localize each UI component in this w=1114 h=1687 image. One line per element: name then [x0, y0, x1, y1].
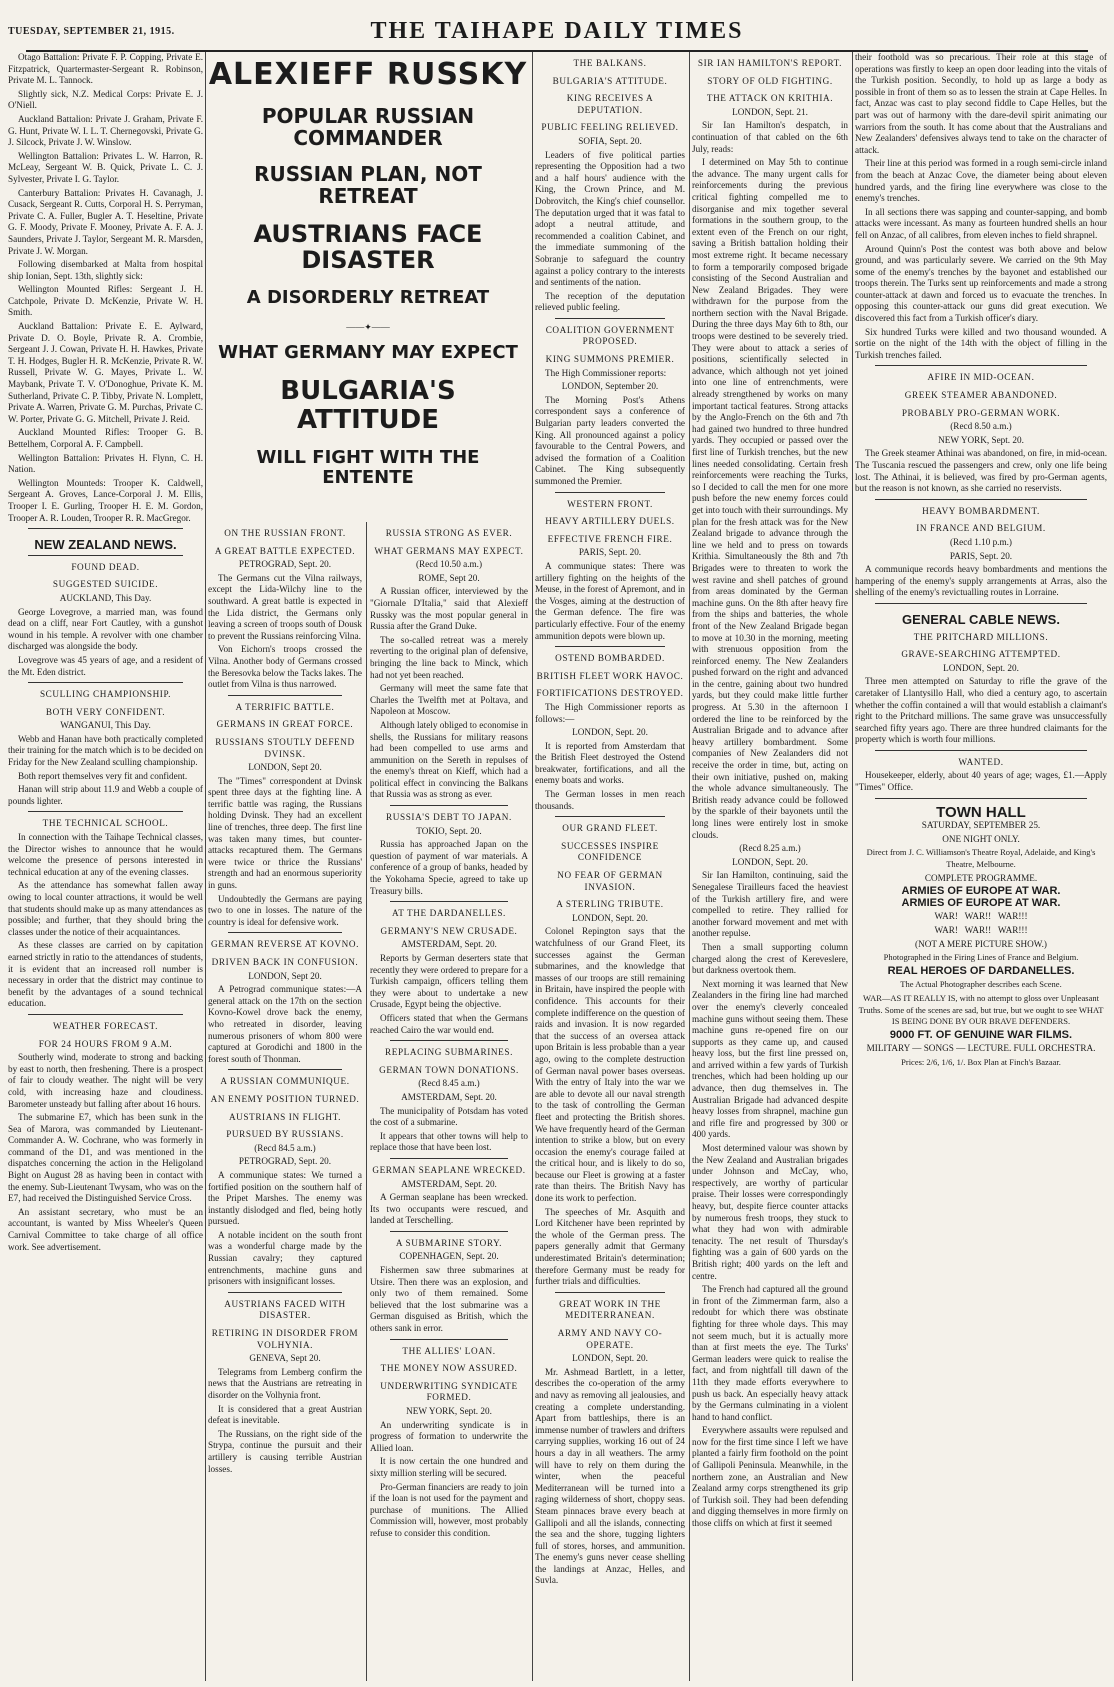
dateline: LONDON, Sept 20.: [248, 970, 322, 981]
divider: [28, 811, 183, 812]
paragraph: As the attendance has somewhat fallen away owing to local counter attractions, it would be well that students should make up as many attendances as possible; and further, that they should bring the classes under the notice of their acquaintances.: [8, 880, 203, 937]
divider: [875, 499, 1087, 500]
divider: [390, 805, 508, 806]
article-headline: WEATHER FORECAST.: [53, 1020, 158, 1031]
paragraph: The speeches of Mr. Asquith and Lord Kitchener have been reprinted by the whole of the German press. The papers generally admit that Germany underestimated Britain's determination; therefore Germany must be ready for further trials and difficulties.: [535, 1206, 685, 1287]
article-subhead: THE MONEY NOW ASSURED.: [380, 1363, 518, 1374]
article-headline: GERMAN SEAPLANE WRECKED.: [372, 1164, 526, 1175]
dateline: GENEVA, Sept 20.: [249, 1353, 321, 1364]
paragraph: The municipality of Potsdam has voted the cost of a submarine.: [370, 1105, 528, 1128]
ad-line: WAR! WAR!! WAR!!!: [934, 911, 1028, 922]
dateline: TOKIO, Sept. 20.: [416, 825, 482, 836]
divider: [28, 682, 183, 683]
article-headline: GREAT WORK IN THE MEDITERRANEAN.: [559, 1298, 661, 1321]
article-subhead: THE ATTACK ON KRITHIA.: [706, 93, 834, 104]
dateline: NEW YORK, Sept. 20.: [938, 434, 1024, 445]
article-headline: SCULLING CHAMPIONSHIP.: [39, 689, 172, 700]
casualty-entry: Auckland Battalion: Private J. Graham, Private F. G. Hunt, Private W. I. L. T. Chernegovski, Private G. J. Silcock, Private J. W. Winslow.: [8, 113, 203, 148]
paragraph: Then a small supporting column charged along the crest of Kereveslere, but darkness overtook them.: [692, 941, 848, 976]
paragraph: Telegrams from Lemberg confirm the news that the Austrians are retreating in disorder on the Volhynia front.: [208, 1366, 362, 1400]
article-subhead: DRIVEN BACK IN CONFUSION.: [211, 957, 359, 967]
ad-title: TOWN HALL: [936, 803, 1026, 821]
paragraph: The submarine E7, which has been sunk in the Sea of Marora, was commanded by Lieutenant-Commander A. W. Cochrane, who was formerly in command of the D1, and was mentioned in the dispatches concerning the action in the Heligoland Bight on August 28 as having been in contact with the enemy. Sub-Lieutenant Twysam, who was on the E7, had received the Distinguished Service Cross.: [8, 1112, 203, 1204]
article-subhead: STORY OF OLD FIGHTING.: [707, 75, 833, 86]
casualty-entry: Wellington Battalion: Privates L. W. Harron, R. McLeay, Sergeant W. B. Quick, Private L. C. J. Sylvester, Private I. G. Taylor.: [8, 150, 203, 184]
column-divider: [366, 522, 367, 1681]
paragraph: The Morning Post's Athens correspondent says a conference of Bulgarian party leaders converted the King. All pronounced against a policy favourable to the Central Powers, and advised the formation of a Coalition Cabinet. The King subsequently summoned the Premier.: [535, 394, 685, 486]
column-1: [8, 52, 203, 1683]
paragraph: Mr. Ashmead Bartlett, in a letter, describes the co-operation of the army and navy as removing all jealousies, and creating a complete understanding. Apart from battleships, there is an immense number of trawlers and drifters carrying supplies, working 16 out of 24 hours a day in all weathers. The army will have to rely on them during the winter, when the peaceful Mediterranean will be turned into a raging wilderness of short, choppy seas. Steam pinnaces brave every beach at Gallipoli and all the islands, connecting the sea and the shore, tugging lighters full of stores, horses, and ammunition. The enemy's guns never cease shelling the landings at Anzac, Helles, and Suvla.: [535, 1366, 685, 1586]
paragraph: their foothold was so precarious. Their role at this stage of operations was firstly to keep an open door leading into the vitals of the Turkish position. Secondly, to hold up as large a body as possible in front of them so as to lessen the strain at Cape Helles. In fact, Anzac was cast to play second fiddle to Cape Helles, but the part was out of harmony with the dare-devil spirit animating our warriors from the south. It has come about that the Australians and New Zealanders' defensives always tend to take on the character of attack.: [855, 52, 1107, 155]
divider: [228, 695, 342, 696]
article-headline: RUSSIA STRONG AS EVER.: [385, 528, 513, 538]
ad-line: REAL HEROES OF DARDANELLES.: [887, 964, 1075, 977]
paragraph: The so-called retreat was a merely reverting to the original plan of defensive, bringing the line back to Minck, which had not yet been reached.: [370, 634, 528, 680]
column-2: [208, 522, 362, 1683]
paragraph: Next morning it was learned that New Zealanders in the firing line had marched over the enemy's cleverly concealed machine guns without seeing them. These machine guns re-opened fire on our supports as they came up, and caused heavy loss, but the first line pressed on, and arrived within a few yards of Turkish trenches, which had been holding up our advance, then dug themselves in. The Australian Brigade had advanced despite heavy losses from shrapnel, machine gun and rifle fire and progressed by 300 or 400 yards.: [692, 978, 848, 1140]
casualty-entry: Canterbury Battalion: Privates H. Cavanagh, J. Cusack, Sergeant R. Cutts, Corporal H. S. Perryman, Private C. A. Fuller, Bugler A. T. Heseltine, Private G. F. Moody, Private F. Mooney, Private A. F. A. J. Saunders, Private J. Taylor, Sergeant M. R. Marsden, Private J. W. Morgan.: [8, 187, 203, 256]
divider: [555, 646, 665, 647]
paragraph: Colonel Repington says that the watchfulness of our Grand Fleet, its successes against the German submarines, and the knowledge that masses of our troops are still remaining in Britain, have inspired the people with confidence. This accounts for their complete indifference on the question of raids and invasion. It is now regarded that the success of an oversea attack upon Britain is less probable than a year ago, owing to the complete destruction of German naval power bases overseas. With the entry of Italy into the war we are able to devote all our naval strength to the task of controlling the German fleet and protecting the British shores. We have frequently heard of the German intention to strike a blow, but on every occasion the enemy's courage failed at the critical hour, and is likely to do so, because our Fleet is growing at a faster rate than theirs. The British Navy has done its work to perfection.: [535, 926, 685, 1204]
received-time: (Recd 8.25 a.m.): [739, 843, 801, 854]
dateline: PARIS, Sept. 20.: [949, 550, 1013, 561]
article-headline: SIR IAN HAMILTON'S REPORT.: [697, 58, 843, 68]
ad-line: ARMIES OF EUROPE AT WAR.: [901, 896, 1061, 909]
ad-line: WAR—AS IT REALLY IS, with no attempt to gloss over Unpleasant Truths. Some of the scenes are sad, but true, but we ought to see WHAT IS BEING DONE BY OUR BRAVE DEFENDERS.: [858, 992, 1104, 1027]
article-subhead: AN ENEMY POSITION TURNED.: [210, 1093, 360, 1104]
paragraph: Pro-German financiers are ready to join if the loan is not used for the payment and purchase of munitions. The Allied Commission will, however, most probably refuse to consider this condition.: [370, 1481, 528, 1538]
dateline: AMSTERDAM, Sept. 20.: [401, 1178, 497, 1189]
paragraph: Both report themselves very fit and confident.: [18, 770, 188, 781]
paragraph: A notable incident on the south front was a wonderful charge made by the Russian cavalry; they captured entrenchments, machine guns and prisoners with insignificant losses.: [208, 1229, 362, 1287]
divider: [875, 365, 1087, 366]
masthead: [0, 0, 1114, 46]
article-subhead: NO FEAR OF GERMAN INVASION.: [557, 870, 663, 892]
dateline: LONDON, Sept. 20.: [572, 727, 648, 738]
paragraph: The French had captured all the ground in front of the Zimmerman farm, also a redoubt for which there was obstinate fighting for three whole days. This may not seem much, but it is actually more than at first meets the eye. The Turks' German leaders were quick to realise the fact, and from nightfall till dawn of the 11th they made efforts everywhere to push us back. An especially heavy attack by the Germans culminating in a violent hand to hand conflict.: [692, 1284, 848, 1422]
article-subhead: UNDERWRITING SYNDICATE FORMED.: [380, 1380, 518, 1403]
paragraph: A communique records heavy bombardments and mentions the hampering of the enemy's supply arrangements at Arras, also the shelling of the enemy's revictualling routes in Lorraine.: [855, 564, 1107, 598]
article-subhead: A STERLING TRIBUTE.: [556, 899, 664, 910]
article-subhead: BOTH VERY CONFIDENT.: [45, 706, 166, 717]
paragraph: George Lovegrove, a married man, was found dead on a cliff, near Fort Cautley, with a gunshot wound in his temple. A revolver with one chamber discharged was alongside the body.: [8, 606, 203, 652]
paragraph: Leaders of five political parties representing the Opposition had a two and a half hours' audience with the King, the Crown Prince, and M. Dobrovitch, the King's chief counsellor. The deputation urged that it was fatal to adopt a neutral attitude, and recommended a coalition Cabinet, and the immediate summoning of the Sobranje to safeguard the country against a policy contrary to the interests and sentiments of the nation.: [535, 149, 685, 288]
ad-line: Prices: 2/6, 1/6, 1/. Box Plan at Finch's Bazaar.: [901, 1056, 1061, 1067]
ad-line: WAR! WAR!! WAR!!!: [934, 925, 1028, 935]
article-headline: GERMAN REVERSE AT KOVNO.: [211, 939, 359, 950]
paragraph: Southerly wind, moderate to strong and backing by east to north, then freshening. There is a prospect of fair to cloudy weather. The night will be very cold, with increasing haze and cloudiness. Barometer unsteady but falling after about 16 hours.: [8, 1052, 203, 1109]
article-headline: OSTEND BOMBARDED.: [555, 653, 665, 664]
casualty-entry: Auckland Mounted Rifles: Trooper G. B. Bettelhem, Corporal A. F. Campbell.: [8, 427, 203, 449]
article-subhead: FOR 24 HOURS FROM 9 A.M.: [38, 1038, 173, 1049]
paragraph: Lovegrove was 45 years of age, and a resident of the Mt. Eden district.: [8, 654, 203, 677]
ornament-rule: ——✦——: [346, 321, 390, 332]
issue-date: TUESDAY, SEPTEMBER 21, 1915.: [8, 26, 175, 37]
ad-line: ONE NIGHT ONLY.: [942, 833, 1020, 844]
divider: [555, 492, 665, 493]
ad-line: SATURDAY, SEPTEMBER 25.: [921, 820, 1041, 831]
headline-deck: A DISORDERLY RETREAT: [246, 286, 490, 308]
paragraph: An assistant secretary, who must be an accountant, is wanted by Miss Wheeler's Queen Carnival Committee to take charge of all office work. See advertisement.: [8, 1206, 203, 1252]
article-subhead: EFFECTIVE FRENCH FIRE.: [547, 533, 673, 544]
paragraph: A communique states: There was artillery fighting on the heights of the Meuse, in the forest of Apremont, and in the Vosges, aiming at the destruction of the German defence. The fire was particularly effective. Four of the enemy ammunition depots were blown up.: [535, 560, 685, 641]
article-subhead: A GREAT BATTLE EXPECTED.: [214, 545, 356, 556]
dateline: WANGANUI, This Day.: [60, 720, 151, 731]
article-subhead: WHAT GERMANS MAY EXPECT.: [374, 545, 524, 556]
article-subhead: IN FRANCE AND BELGIUM.: [916, 523, 1046, 534]
dateline: LONDON, Sept. 20.: [572, 1353, 648, 1364]
casualty-entry: Wellington Mounted Rifles: Sergeant J. H. Catchpole, Private D. McKenzie, Private W. H. Smith.: [8, 284, 203, 318]
article-subhead: HEAVY ARTILLERY DUELS.: [545, 516, 675, 527]
paragraph: The reception of the deputation relieved public feeling.: [535, 290, 685, 313]
dateline: ROME, Sept 20.: [418, 572, 480, 583]
paragraph: Webb and Hanan have both practically completed their training for the match which is to be decided on Friday for the New Zealand sculling championship.: [8, 733, 203, 768]
dateline: LONDON, Sept. 20.: [732, 856, 808, 867]
article-subhead: ARMY AND NAVY CO-OPERATE.: [557, 1328, 663, 1350]
column-divider: [689, 52, 690, 1681]
ad-line: 9000 FT. OF GENUINE WAR FILMS.: [889, 1028, 1073, 1041]
headline-main: ALEXIEFF RUSSKY: [208, 57, 528, 92]
town-hall-advertisement: [855, 803, 1107, 1069]
dateline: SOFIA, Sept. 20.: [578, 135, 642, 146]
article-subhead: RETIRING IN DISORDER FROM VOLHYNIA.: [211, 1328, 359, 1350]
divider: [28, 1014, 183, 1015]
dateline: PARIS, Sept. 20.: [578, 547, 642, 558]
paragraph: In connection with the Taihape Technical classes, the Director wishes to announce that he would welcome the presence of persons interested in technical education at any of the evening classes.: [8, 832, 203, 877]
received-time: (Recd 84.5 a.m.): [254, 1142, 316, 1153]
received-time: (Recd 1.10 p.m.): [949, 536, 1012, 547]
paragraph: The Russians, on the right side of the Strypa, continue the pursuit and their artillery is causing terrible Austrian losses.: [208, 1428, 362, 1474]
headline-deck: WILL FIGHT WITH THE ENTENTE: [256, 447, 480, 488]
classified-ad: Housekeeper, elderly, about 40 years of age; wages, £1.—Apply "Times" Office.: [855, 770, 1107, 793]
paragraph: Officers stated that when the Germans reached Cairo the war would end.: [370, 1012, 528, 1035]
paragraph: The High Commissioner reports:: [545, 367, 667, 378]
paragraph: It is considered that a great Austrian defeat is inevitable.: [208, 1403, 362, 1426]
casualty-entry: Wellington Battalion: Privates H. Flynn, C. H. Nation.: [8, 452, 203, 475]
article-subhead: FORTIFICATIONS DESTROYED.: [536, 688, 684, 699]
ad-line: The Actual Photographer describes each Scene.: [900, 979, 1062, 990]
ad-line: (NOT A MERE PICTURE SHOW.): [915, 938, 1047, 949]
article-headline: AUSTRIANS FACED WITH DISASTER.: [224, 1298, 346, 1321]
headline-deck: RUSSIAN PLAN, NOT RETREAT: [254, 162, 482, 208]
article-subhead: AUSTRIANS IN FLIGHT.: [228, 1111, 342, 1122]
article-headline: AFIRE IN MID-OCEAN.: [927, 372, 1035, 383]
divider: [875, 798, 1087, 799]
front-headline-block: [208, 52, 528, 522]
ad-line: Photographed in the Firing Lines of France and Belgium.: [883, 952, 1079, 963]
dateline: LONDON, Sept 20.: [248, 762, 322, 773]
divider: [28, 555, 183, 556]
dateline: AUCKLAND, This Day.: [59, 592, 152, 603]
dateline: LONDON, Sept. 20.: [943, 662, 1019, 673]
article-headline: RUSSIA'S DEBT TO JAPAN.: [386, 812, 512, 823]
divider: [28, 528, 183, 529]
paragraph: Sir Ian Hamilton's despatch, in continuation of that cabled on the 6th July, reads:: [692, 120, 848, 154]
paragraph: Undoubtedly the Germans are paying two to one in losses. The nature of the country is ideal for defensive work.: [208, 893, 362, 927]
casualty-entry: Wellington Mounteds: Trooper K. Caldwell, Sergeant A. Groves, Lance-Corporal J. M. Ellis, Trooper I. E. Gurling, Trooper H. E. M. Gordon, Trooper A. R. Louden, Trooper R. R. MacGregor.: [8, 477, 203, 523]
headline-deck: BULGARIA'S ATTITUDE: [280, 375, 456, 435]
received-time: (Recd 10.50 a.m.): [415, 559, 483, 570]
article-subhead: PROBABLY PRO-GERMAN WORK.: [901, 407, 1061, 418]
dateline: AMSTERDAM, Sept. 20.: [401, 939, 497, 950]
paragraph: In all sections there was sapping and counter-sapping, and bomb attacks were incessant. As many as fourteen hundred shells an hour fell on Anzac, of all calibres, from eleven inches to field shrapnel.: [855, 206, 1107, 240]
article-subhead: GREEK STEAMER ABANDONED.: [904, 390, 1058, 401]
article-headline: HEAVY BOMBARDMENT.: [922, 505, 1040, 516]
paragraph: It is now certain the one hundred and sixty million sterling will be secured.: [370, 1456, 528, 1478]
section-title: NEW ZEALAND NEWS.: [34, 537, 177, 553]
article-subhead: GERMANY'S NEW CRUSADE.: [380, 925, 518, 936]
article-headline: REPLACING SUBMARINES.: [385, 1047, 513, 1058]
article-subhead: GERMANS IN GREAT FORCE.: [216, 719, 354, 730]
column-divider: [852, 52, 853, 1681]
divider: [555, 816, 665, 817]
newspaper-title: THE TAIHAPE DAILY TIMES: [370, 18, 744, 44]
article-subhead: BRITISH FLEET WORK HAVOC.: [536, 670, 684, 681]
article-subhead: PUBLIC FEELING RELIEVED.: [541, 122, 679, 133]
article-headline: A RUSSIAN COMMUNIQUE.: [220, 1076, 350, 1087]
casualty-entry: Auckland Battalion: Private E. E. Aylward, Private D. O. Boyle, Private R. A. Crombie, Sergeant J. J. Cowan, Private H. H. Hawkes, Private T. H. Hodges, Bugler H. R. McKenzie, Private R. W. Russell, Private W. G. Mayes, Private L. W. Maybank, Private T. V. O'Donoghue, Private K. M. Sutherland, Private C. P. Tibby, Private N. Lomplett, Private A. Warren, Private G. M. Purchas, Private C. W. Porter, Private G. G. Mitchell, Private J. Reid.: [8, 321, 203, 424]
paragraph: Hanan will strip about 11.9 and Webb a couple of pounds lighter.: [8, 784, 203, 806]
article-headline: OUR GRAND FLEET.: [562, 823, 658, 834]
column-5: [692, 52, 848, 1683]
ad-line: ARMIES OF EUROPE AT WAR.: [901, 885, 1061, 898]
paragraph: As these classes are carried on by capitation earned strictly in ratio to the attendances of students, it is evident that an increased roll number is necessary in order that the district may continue to benefit by the advantages of a sound technical education.: [8, 940, 203, 1009]
article-subhead: KING RECEIVES A DEPUTATION.: [566, 93, 654, 115]
ad-line: Direct from J. C. Williamson's Theatre Royal, Adelaide, and King's Theatre, Melbourne.: [866, 847, 1096, 870]
divider: [555, 1292, 665, 1293]
article-subhead: KING SUMMONS PREMIER.: [545, 354, 675, 365]
dateline: LONDON, September 20.: [561, 381, 659, 392]
paragraph: Around Quinn's Post the contest was both above and below ground, and was particularly severe. We carried on the 9th May some of the enemy's trenches by the bayonet and established our troops therein. The Turks sent up reinforcements and made a strong counter-attack at dawn and forced us to evacuate the trenches. In opposing this counter-attack our guns did great execution. We discovered this fact from a Turkish officer's diary.: [855, 243, 1107, 324]
divider: [390, 1158, 508, 1159]
dateline: COPENHAGEN, Sept. 20.: [399, 1251, 499, 1262]
headline-deck: POPULAR RUSSIAN COMMANDER: [261, 104, 475, 150]
divider: [390, 1231, 508, 1232]
article-subhead: BULGARIA'S ATTITUDE.: [552, 75, 668, 86]
article-subhead: THE PRITCHARD MILLIONS.: [913, 631, 1049, 642]
article-headline: THE TECHNICAL SCHOOL.: [42, 818, 169, 829]
paragraph: It is reported from Amsterdam that the British Fleet destroyed the Ostend breakwater, fortifications, and all the enemy boats and works.: [535, 740, 685, 786]
paragraph: The German losses in men reach thousands.: [535, 789, 685, 811]
divider: [390, 1040, 508, 1041]
dateline: PETROGRAD, Sept. 20.: [238, 1156, 332, 1167]
article-headline: AT THE DARDANELLES.: [392, 908, 506, 919]
column-6: [855, 52, 1107, 1683]
paragraph: It appears that other towns will help to replace those that have been lost.: [370, 1130, 528, 1153]
paragraph: A communique states: We turned a fortified position on the southern half of the Pripet Marshes. The enemy was instantly dislodged and fled, being hotly pursued.: [208, 1169, 362, 1227]
paragraph: The "Times" correspondent at Dvinsk spent three days at the fighting line. A terrific battle was raging, the Russians holding Dvinsk. They had an excellent line of trenches, three deep. The first line was taken many times, but counter-attacks recaptured them. The Germans were twice or thrice the Russians' strength and had an enormous superiority in guns.: [208, 775, 362, 891]
article-headline: THE BALKANS.: [573, 58, 647, 68]
dateline: AMSTERDAM, Sept. 20.: [401, 1091, 497, 1102]
casualty-entry: Slightly sick, N.Z. Medical Corps: Private E. J. O'Niell.: [8, 88, 203, 111]
paragraph: The Germans cut the Vilna railways, except the Lida-Wilchy line to the southward. A great battle is expected in the Lida district, the Germans only leaving a screen of troops south of Dousk to prevent the Russians reinforcing Vilna.: [208, 572, 362, 641]
ad-line: COMPLETE PROGRAMME.: [924, 872, 1038, 883]
divider: [875, 750, 1087, 751]
received-time: (Recd 8.50 a.m.): [950, 421, 1012, 432]
paragraph: Six hundred Turks were killed and two thousand wounded. A sortie on the night of the 14th with the object of filling in the Turkish trenches failed.: [855, 326, 1107, 360]
article-subhead: GRAVE-SEARCHING ATTEMPTED.: [901, 649, 1061, 660]
article-headline: THE ALLIES' LOAN.: [402, 1345, 496, 1356]
headline-deck: WHAT GERMANY MAY EXPECT: [218, 342, 518, 364]
column-3: [370, 522, 528, 1683]
article-headline: WESTERN FRONT.: [567, 498, 653, 509]
dateline: PETROGRAD, Sept. 20.: [238, 559, 332, 570]
divider: [555, 318, 665, 319]
divider: [390, 1339, 508, 1340]
paragraph: Three men attempted on Saturday to rifle the grave of the caretaker of Llantysillo Hall, who died a century ago, to ascertain whether the coffin contained a will that would establish a claimant's right to the Pritchard millions. The same grave was unsuccessfully searched fifty years ago. There are three hundred claimants for the property which is worth four millions.: [855, 676, 1107, 745]
paragraph: Most determined valour was shown by the New Zealand and Australian brigades under Johnson and McCay, who, respectively, are worthy of particular praise. Their losses were correspondingly heavy, but, despite fierce counter attacks by numerous fresh troops, they stuck to what they had won with admirable tenacity. The net result of Thursday's fighting was a gain of 600 yards on the British right; 400 yards on the left and centre.: [692, 1143, 848, 1281]
divider: [228, 1069, 342, 1070]
column-divider: [205, 52, 206, 1681]
paragraph: I determined on May 5th to continue the advance. The many urgent calls for reinforcements during the previous critical fighting compelled me to disorganise and mix together several formations in the southern group, to the extent even of the French on our right, saving a British battalion holding their most extreme right. It became necessary to form a temporarily composed brigade consisting of the Second Australian and New Zealand Brigades. They were withdrawn for the purpose from the northern section with the Naval Brigade. During the three days May 6th to 8th, our troops were destined to be severely tried. They were about to attack a series of positions, scientifically selected in advance, which although not yet joined into one line of entrenchments, were already strengthened by works on many important tactical features. Strong attacks by the Anglo-French on the 6th and 7th had gained two hundred to three hundred yards. They occupied or passed over the first line of Turkish trenches, but the new lines needed consolidating. Certain fresh reinforcements were reaching the Turks, so I decided to call the men for one more push before the new enemy forces could get into touch with their surroundings. My plan for the fresh attack was for the New Zealand brigade to advance through the line we held and to press on towards Krithia. Simultaneously the 8th and 7th Brigades were to threaten to work the west ravine and shell patches of ground from areas dominated by the German machine guns. On the 8th after heavy fire from the ships and batteries, the whole front of the New Zealand Brigade began to move at 10.30 in the morning, meeting with strenuous opposition from the reinforced enemy. The New Zealanders pushed forward on the right and advanced in the centre, gaining about two hundred yards, but they could make little further progress. At 5.30 in the afternoon I ordered the line to be reinforced by the Australian Brigade and to advance after heavy artillery bombardment. Some companies of New Zealanders did not receive the order in time, but, acting on their own initiative, pushed on, making the whole advance simultaneously. The British ready advance could be followed by the sparkle of their bayonets until the long lines were entirely lost in smoke clouds.: [692, 157, 848, 840]
paragraph: Von Eichorn's troops crossed the Vilna. Another body of Germans crossed the Beresovka below the Tacks lakes. The outlet from Vilna is thus narrowed.: [208, 644, 362, 690]
ad-headline: WANTED.: [958, 756, 1004, 767]
dateline: LONDON, Sept. 21.: [732, 106, 808, 117]
paragraph: An underwriting syndicate is in progress of formation to underwrite the Allied loan.: [370, 1419, 528, 1453]
casualty-entry: Otago Battalion: Private F. P. Copping, Private E. Fitzpatrick, Quartermaster-Sergeant R. Robinson, Private M. L. Tannock.: [8, 52, 203, 86]
paragraph: A German seaplane has been wrecked. Its two occupants were rescued, and landed at Terschelling.: [370, 1192, 528, 1226]
paragraph: Fishermen saw three submarines at Utsire. Then there was an explosion, and only two of them remained. Some believed that the lost submarine was a German disguised as British, which the others sank in error.: [370, 1265, 528, 1334]
casualty-list: [8, 52, 203, 524]
paragraph: A Russian officer, interviewed by the "Giornale D'Italia," said that Alexieff Russky was the most popular general in Russia after the Grand Duke.: [370, 586, 528, 632]
casualty-entry: Following disembarked at Malta from hospital ship Ionian, Sept. 13th, slightly sick:: [8, 259, 203, 281]
ad-line: MILITARY — SONGS — LECTURE. FULL ORCHESTRA.: [866, 1043, 1096, 1054]
paragraph: The Greek steamer Athinai was abandoned, on fire, in mid-ocean. The Tuscania rescued the passengers and crew, only one life being lost. The Athinai, it is believed, was fired by pro-German agents, but the reason is not known, as she carried no reservists.: [855, 448, 1107, 494]
article-headline: FOUND DEAD.: [71, 561, 140, 572]
paragraph: Their line at this period was formed in a rough semi-circle inland from the beach at Anzac Cove, the diameter being about eleven hundred yards, and the firing line everywhere was close to the enemy's trenches.: [855, 158, 1107, 204]
divider: [875, 603, 1087, 604]
paragraph: Everywhere assaults were repulsed and now for the first time since I left we have planted a fairly firm foothold on the point of Gallipoli Peninsula. Meanwhile, in the northern zone, an Australian and New Zealand army corps strengthened its grip of Turkish soil. They had been defending and digging themselves in more firmly on those cliffs on which at first it seemed: [692, 1425, 848, 1529]
paragraph: Although lately obliged to economise in shells, the Russians for military reasons had been compelled to use arms and ammunition on the Sereth in repulses of the enemy's threat on Kieff, which had a political effect in convincing the Balkans that Russia was as strong as ever.: [370, 719, 528, 800]
dateline: LONDON, Sept. 20.: [572, 912, 648, 923]
dateline: NEW YORK, Sept. 20.: [406, 1406, 492, 1416]
article-headline: A TERRIFIC BATTLE.: [235, 701, 335, 712]
paragraph: The High Commissioner reports as follows:—: [535, 701, 685, 724]
article-subhead: RUSSIANS STOUTLY DEFEND DVINSK.: [215, 736, 355, 759]
section-title: GENERAL CABLE NEWS.: [902, 611, 1060, 627]
article-subhead: PURSUED BY RUSSIANS.: [226, 1129, 344, 1140]
paragraph: Reports by German deserters state that recently they were ordered to prepare for a Turkish campaign, officers telling them they were about to undertake a new Crusade, Egypt being the objective.: [370, 953, 528, 1010]
article-subhead: SUGGESTED SUICIDE.: [52, 579, 159, 590]
paragraph: Germany will meet the same fate that Charles the Twelfth met at Poltava, and Napoleon at Moscow.: [370, 683, 528, 717]
divider: [390, 901, 508, 902]
paragraph: A Petrograd communique states:—A general attack on the 17th on the section Kovno-Kowel drove back the enemy, who retreated in disorder, leaving numerous prisoners of whom 800 were captured at Gorodichi and 1800 in the forest south of Thonman.: [208, 984, 362, 1064]
received-time: (Recd 8.45 a.m.): [418, 1078, 480, 1089]
column-4: [535, 52, 685, 1683]
headline-deck: AUSTRIANS FACE DISASTER: [253, 220, 483, 275]
article-headline: COALITION GOVERNMENT PROPOSED.: [545, 324, 675, 347]
paragraph: Sir Ian Hamilton, continuing, said the Senegalese Tirailleurs faced the heaviest of the Turkish artillery fire, and were compelled to retire. They rallied for another forward movement and met with another repulse.: [692, 870, 848, 939]
article-headline: A SUBMARINE STORY.: [395, 1237, 503, 1248]
article-subhead: SUCCESSES INSPIRE CONFIDENCE: [561, 840, 659, 863]
column-divider: [532, 52, 533, 1681]
article-headline: ON THE RUSSIAN FRONT.: [224, 528, 346, 538]
article-subhead: GERMAN TOWN DONATIONS.: [379, 1064, 519, 1075]
divider: [228, 932, 342, 933]
divider: [228, 1292, 342, 1293]
paragraph: Russia has approached Japan on the question of payment of war materials. A conference of a group of banks, headed by the Yokohama Specie, agreed to take up Treasury bills.: [370, 839, 528, 896]
